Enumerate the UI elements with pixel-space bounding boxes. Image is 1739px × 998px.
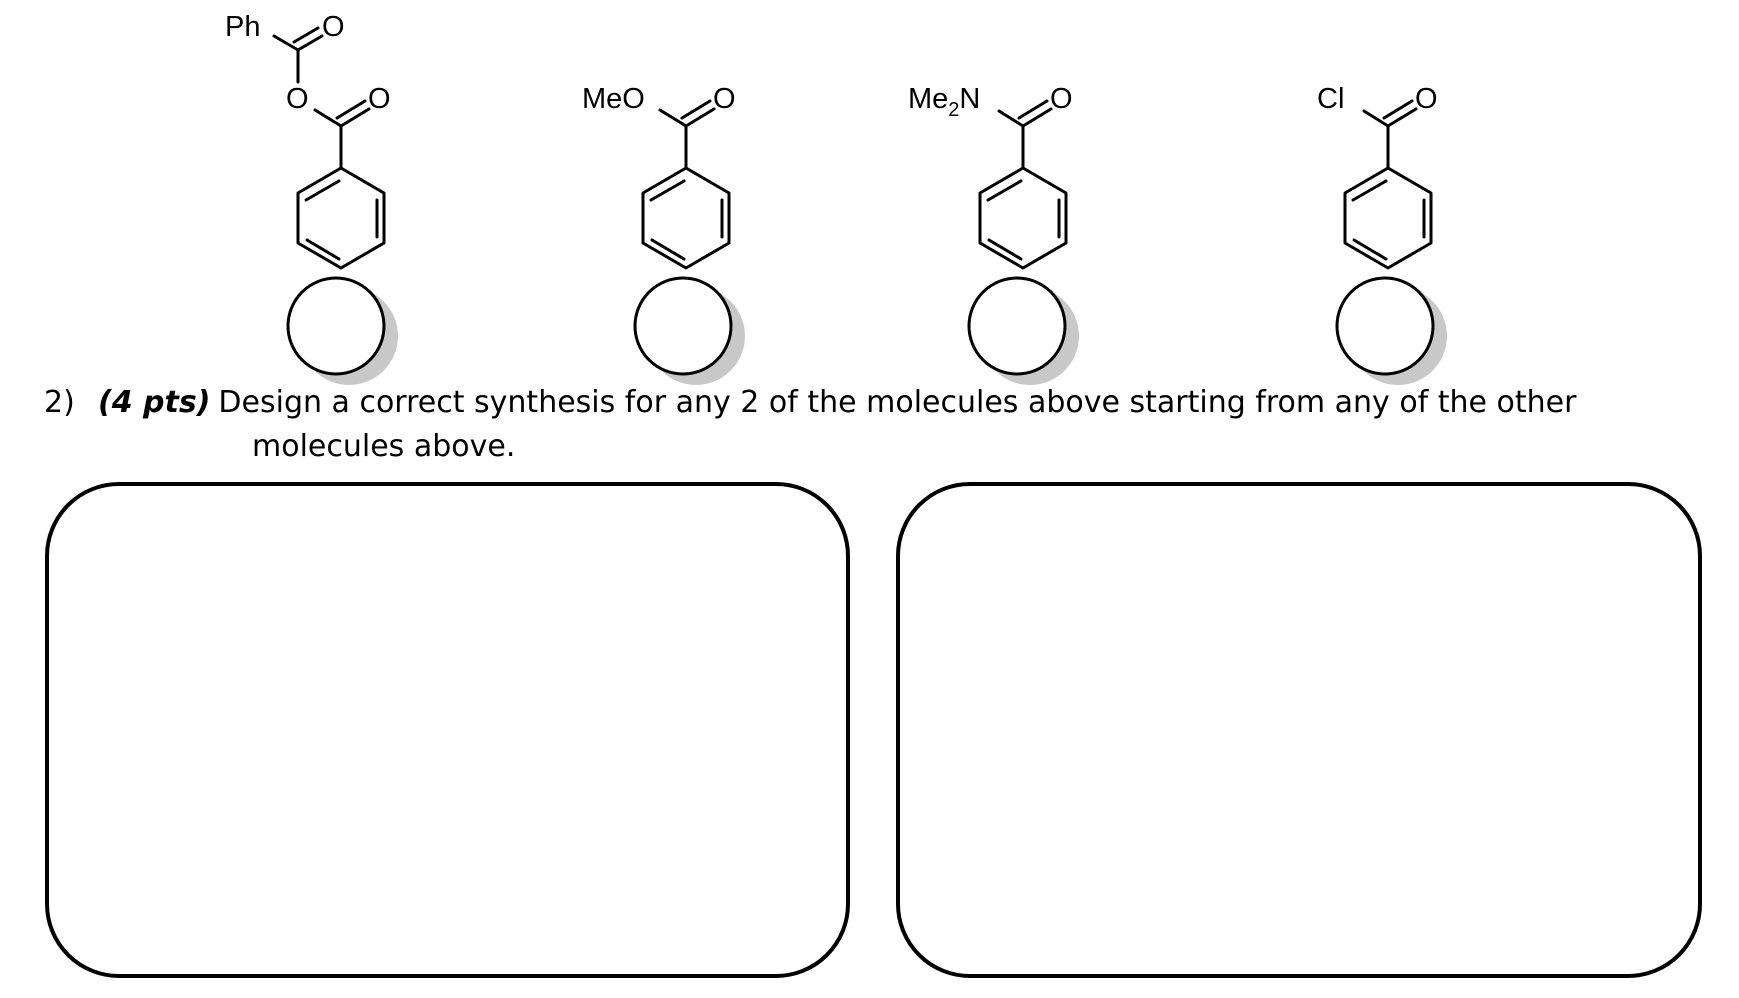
molecule-anhydride [274,28,384,268]
oxygen-label: O [713,83,736,115]
molecule-acid-chloride [1345,101,1431,268]
question-number: 2) [44,385,75,420]
benzene-ring [643,168,729,268]
benzene-ring [980,168,1066,268]
benzene-ring [1345,168,1431,268]
answer-box-left[interactable] [47,484,848,976]
phenyl-label: Ph [225,11,261,43]
question-text-line1: Design a correct synthesis for any 2 of the molecules above starting from any of the other [218,385,1577,420]
answer-circle[interactable] [635,278,731,374]
oxygen-label: O [286,83,309,115]
oxygen-label: O [1050,83,1073,115]
answer-box-right[interactable] [898,484,1700,976]
dimethylamino-label: $Me_2N$ [908,83,981,121]
oxygen-label: O [322,11,345,43]
molecule-ester [643,101,729,268]
question-points: (4 pts) [98,385,211,420]
benzene-ring [298,168,384,268]
answer-circle[interactable] [969,278,1065,374]
chlorine-label: Cl [1317,83,1345,115]
oxygen-label: O [368,83,391,115]
answer-circle[interactable] [1337,278,1433,374]
answer-circle[interactable] [288,278,384,374]
oxygen-label: O [1415,83,1438,115]
molecule-amide [980,101,1066,268]
question-2 [44,381,1694,464]
question-text-line2: molecules above. [252,429,516,464]
methoxy-label: MeO [582,83,645,115]
